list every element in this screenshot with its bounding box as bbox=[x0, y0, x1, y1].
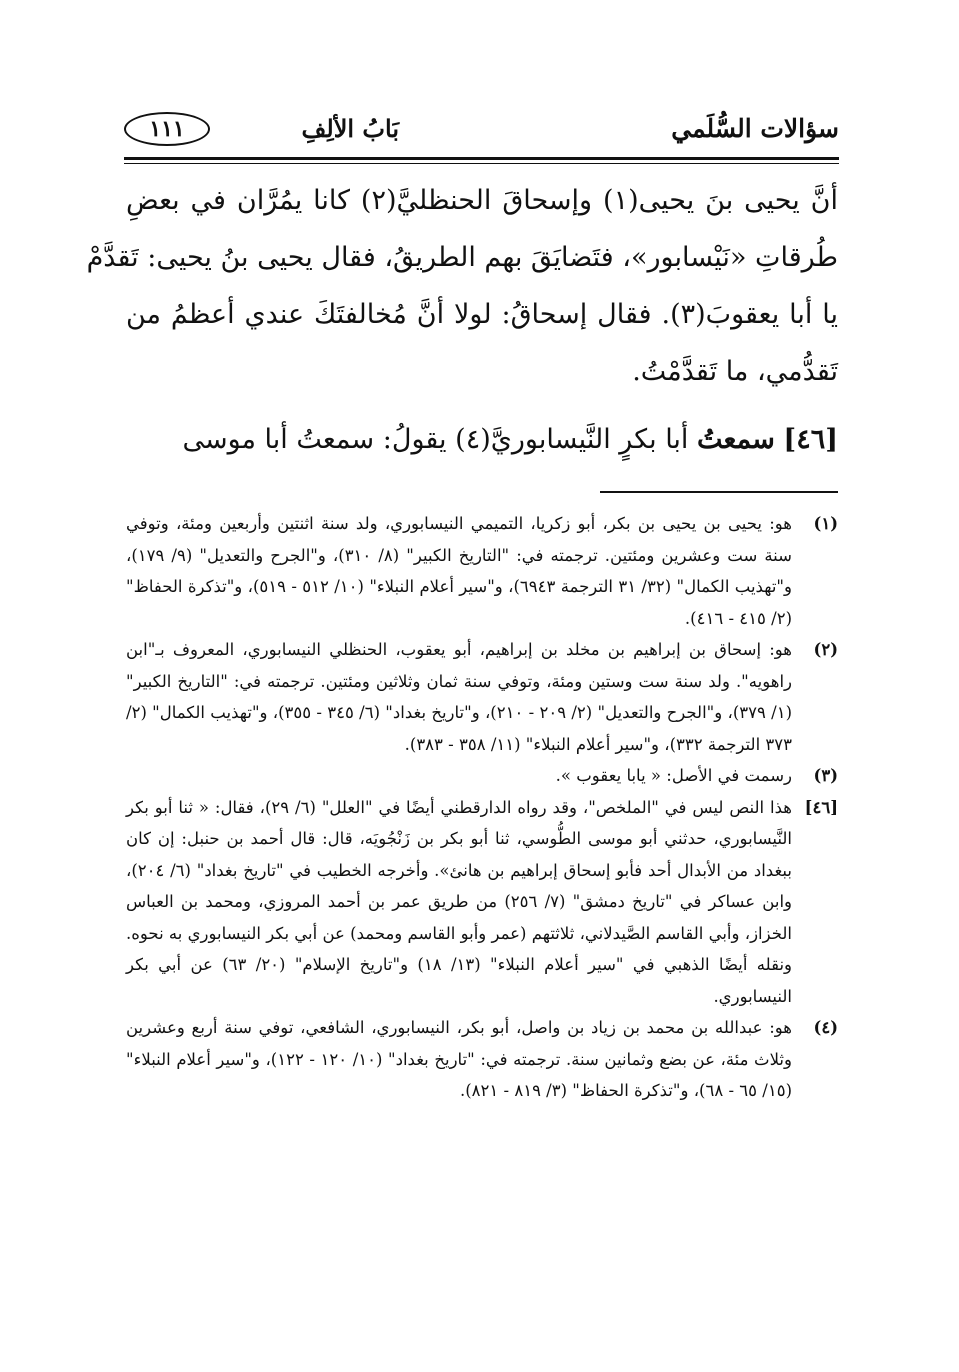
footnote-mark: (٤) bbox=[813, 1018, 838, 1037]
footnote-2 bbox=[126, 634, 838, 760]
book-title: سؤالات السُّلَمي bbox=[671, 114, 839, 143]
footnote-text: هذا النص ليس في "الملخص"، وقد رواه الدارقطني أيضًا في "العلل" (٦/ ٢٩)، فقال: « ثنا أبو بكر النَّيسابوري، حدثني أبو موسى الطُّوسي، ثنا أبو بكر بن زَنْجُويَه، قال: قال أحمد بن حنبل: إن كان ببغداد من الأبدال أحد فأبو إسحاق إبراهيم بن هانئ». وأخرجه الخطيب في "تاريخ بغداد" (٦/ ٢٠٤)، وابن عساكر في "تاريخ دمشق" (٧/ ٢٥٦) من طريق عمر بن أحمد المروزي، ومحمد بن العباس الخزاز، وأبي القاسم الصَّيدلاني، ثلاثتهم (عمر وأبو القاسم ومحمد) عن أبي بكر النيسابوري به نحوه. ونقله أيضًا الذهبي في "سير أعلام النبلاء" (١٣/ ١٨) و"تاريخ الإسلام" (٢٠/ ٦٣) عن أبي بكر النيسابوري. bbox=[126, 797, 793, 1006]
footnotes bbox=[126, 508, 838, 1107]
footnote-mark: (١) bbox=[813, 514, 838, 533]
chapter-title: بَابُ الألِفِ bbox=[301, 114, 399, 143]
header-rule-thin bbox=[124, 163, 839, 164]
footnote-separator bbox=[600, 491, 838, 493]
main-line-3: يا أبا يعقوبَ(٣). فقال إسحاقُ: لولا أنَّ مُخالفتَكَ عندي أعظمُ من bbox=[126, 299, 838, 330]
footnote-text: هو: عبدالله بن محمد بن زياد بن واصل، أبو بكر، النيسابوري، الشافعي، توفي سنة أربع وعشرين وثلاث مئة، عن بضع وثمانين سنة. ترجمته في: "تاريخ بغداد" (١٠/ ١٢٠ - ١٢٢)، و"سير أعلام النبلاء" (١٥/ ٦٥ - ٦٨)، و"تذكرة الحفاظ" (٣/ ٨١٩ - ٨٢١). bbox=[126, 1018, 792, 1100]
footnote-3 bbox=[126, 760, 838, 792]
footnote-4 bbox=[126, 1012, 838, 1107]
entry-number: [٤٦] bbox=[783, 424, 838, 455]
entry-lead: سمعتُ bbox=[697, 424, 775, 455]
footnote-46 bbox=[126, 792, 838, 1013]
main-line-1: أنَّ يحيى بنَ يحيى(١) وإسحاقَ الحنظليَّ(٢) كانا يمُرَّان في بعضِ bbox=[126, 185, 838, 216]
header-rule-thick bbox=[124, 157, 839, 160]
main-line-4: تَقدُّمي، ما تَقدَّمْتُ. bbox=[632, 356, 838, 387]
main-text bbox=[86, 172, 838, 400]
footnote-text: هو: يحيى بن يحيى بن بكر، أبو زكريا، التميمي النيسابوري، ولد سنة اثنتين وأربعين ومئة، وتوفي سنة ست وعشرين ومئتين. ترجمته في: "التاريخ الكبير" (٨/ ٣١٠)، و"الجرح والتعديل" (٩/ ١٧٩)، و"تهذيب الكمال" (٣٢/ ٣١ الترجمة ٦٩٤٣)، و"سير أعلام النبلاء" (١٠/ ٥١٢ - ٥١٩)، و"تذكرة الحفاظ" (٢/ ٤١٥ - ٤١٦). bbox=[126, 514, 792, 628]
page-header bbox=[124, 104, 839, 156]
page-number: ١١١ bbox=[124, 112, 210, 146]
footnote-mark: (٣) bbox=[813, 766, 838, 785]
footnote-text: هو: إسحاق بن إبراهيم بن مخلد بن إبراهيم، أبو يعقوب، الحنظلي النيسابوري، المعروف بـ"ابن راهويه". ولد سنة ست وستين ومئة، وتوفي سنة ثمان وثلاثين ومئتين. ترجمته في: "التاريخ الكبير" (١/ ٣٧٩)، و"الجرح والتعديل" (٢/ ٢٠٩ - ٢١٠)، و"تاريخ بغداد" (٦/ ٣٤٥ - ٣٥٥)، و"تهذيب الكمال" (٢/ ٣٧٣ الترجمة ٣٣٢)، و"سير أعلام النبلاء" (١١/ ٣٥٨ - ٣٨٣). bbox=[126, 640, 793, 754]
footnote-text: رسمت في الأصل: « يابا يعقوب ». bbox=[555, 766, 792, 785]
main-line-2: طُرقاتِ «نَيْسابور»، فتَضايَقَ بهم الطريقُ، فقال يحيى بنُ يحيى: تَقدَّمْ bbox=[86, 242, 838, 273]
footnote-1 bbox=[126, 508, 838, 634]
footnote-mark: [٤٦] bbox=[804, 797, 838, 817]
entry-46 bbox=[126, 416, 838, 464]
entry-text: أبا بكرٍ النَّيسابوريَّ(٤) يقولُ: سمعتُ أبا موسى bbox=[182, 424, 689, 455]
footnote-mark: (٢) bbox=[813, 640, 838, 659]
